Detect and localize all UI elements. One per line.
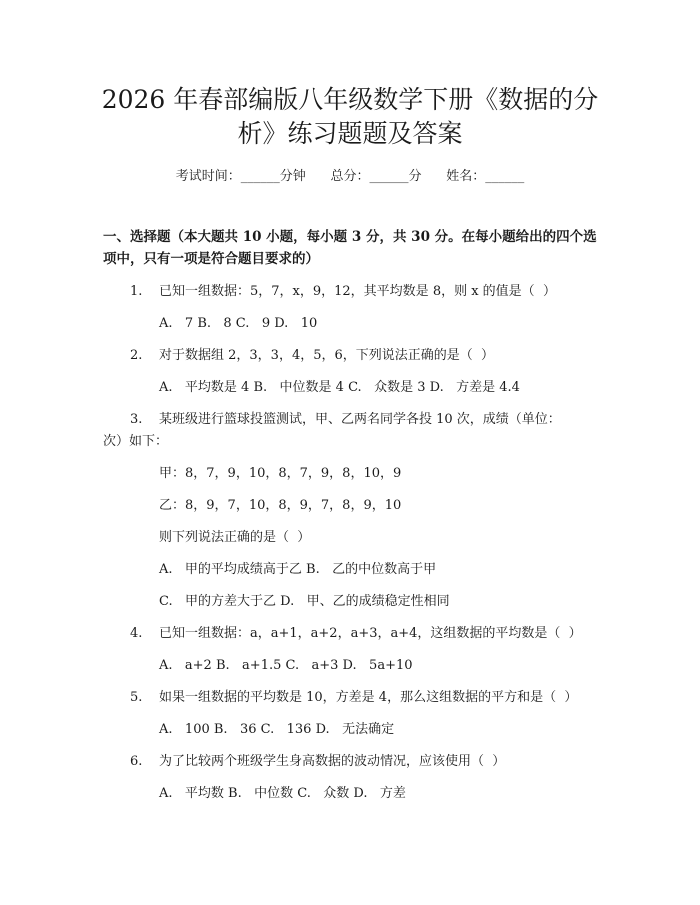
question-3-text-line-1: 某班级进行篮球投篮测试，甲、乙两名同学各投 10 次，成绩（单位： <box>159 412 561 427</box>
question-1-number: 1. <box>130 284 143 299</box>
question-5-options: A. 100 B. 36 C. 136 D. 无法确定 <box>159 722 395 737</box>
question-5-number: 5. <box>130 690 143 705</box>
question-2-options: A. 平均数是 4 B. 中位数是 4 C. 众数是 3 D. 方差是 4.4 <box>159 380 520 395</box>
question-4-options: A. a+2 B. a+1.5 C. a+3 D. 5a+10 <box>159 658 413 673</box>
question-1-text: 已知一组数据：5，7，x，9，12，其平均数是 8，则 x 的值是（ ） <box>159 284 556 299</box>
question-6-text: 为了比较两个班级学生身高数据的波动情况，应该使用（ ） <box>159 754 506 769</box>
question-5-text: 如果一组数据的平均数是 10，方差是 4，那么这组数据的平方和是（ ） <box>159 690 578 705</box>
question-3-data-yi: 乙：8，9，7，10，8，9，7，8，9，10 <box>159 498 402 513</box>
question-2-number: 2. <box>130 348 143 363</box>
question-4-text: 已知一组数据：a，a+1，a+2，a+3，a+4，这组数据的平均数是（ ） <box>159 626 582 641</box>
question-3-options-line-1: A. 甲的平均成绩高于乙 B. 乙的中位数高于甲 <box>159 562 437 577</box>
question-6-options: A. 平均数 B. 中位数 C. 众数 D. 方差 <box>159 786 406 801</box>
question-6-number: 6. <box>130 754 143 769</box>
document-title-line-2: 析》练习题题及答案 <box>237 119 463 148</box>
question-1-options: A. 7 B. 8 C. 9 D. 10 <box>159 316 318 331</box>
question-3-data-jia: 甲：8，7，9，10，8，7，9，8，10，9 <box>159 466 402 481</box>
document-title-line-1: 2026 年春部编版八年级数学下册《数据的分 <box>101 85 599 114</box>
section-heading: 一、选择题（本大题共 10 小题，每小题 3 分，共 30 分。在每小题给出的四个选项中，只有一项是符合题目要求的） <box>103 229 597 267</box>
question-3-number: 3. <box>130 412 143 427</box>
question-3-text-line-2: 次）如下： <box>103 434 169 449</box>
question-3-options-line-2: C. 甲的方差大于乙 D. 甲、乙的成绩稳定性相同 <box>159 594 450 609</box>
question-4-number: 4. <box>130 626 143 641</box>
question-2-text: 对于数据组 2，3，3，4，5，6，下列说法正确的是（ ） <box>159 348 495 363</box>
question-3-prompt: 则下列说法正确的是（ ） <box>159 530 311 545</box>
exam-info-line: 考试时间：______分钟 总分：______分 姓名：______ <box>175 169 525 184</box>
